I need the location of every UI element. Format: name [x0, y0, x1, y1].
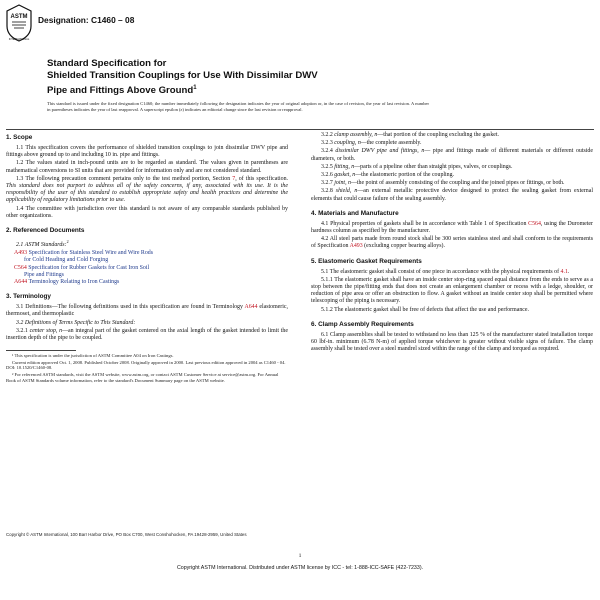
paragraph-3-2-8: 3.2.8 shield, n—an external metallic protective device designed to protect the sealing gasket from external elements that could cause failure of the sealing assembly. [311, 188, 593, 202]
paragraph-3-2-1: 3.2.1 center stop, n—an integral part of the gasket centered on the axial length of the gasket intended to limit the insertion depth of the pipe to be coupled. [6, 327, 288, 342]
paragraph-3-2-5: 3.2.5 fitting, n—parts of a pipeline other than straight pipes, valves, or couplings. [321, 163, 513, 170]
left-column [6, 132, 288, 384]
section-4-1-link[interactable]: 4.1 [560, 268, 568, 275]
paragraph-1-3: 1.3 The following precaution comment pertains only to the test method portion, Section 7, of this specification. This standard does not purport to address all of the safety concerns, if any, associated with its use. It is the responsibility of the user of this standard to establish appropriate safety and health practices and determine the applicability of regulatory limitations prior to use. [6, 175, 288, 204]
paragraph-5-1-2: 5.1.2 The elastomeric gasket shall be free of defects that affect the use and performance. [321, 306, 529, 313]
document-title [47, 58, 447, 97]
title-footnote-mark: 1 [193, 85, 197, 91]
paragraph-3-2: 3.2 Definitions of Terms Specific to This Standard: [16, 319, 136, 326]
spec-a493-link[interactable]: A493 [349, 243, 363, 250]
paragraph-4-1: 4.1 Physical properties of gaskets shall be in accordance with Table 1 of Specification C564, using the Durometer hardness column as specified by the manufacturer. [311, 220, 593, 235]
footnote-1-edition: Current edition approved Oct. 1, 2008. Published October 2008. Originally approved in 2000. Last previous edition approved in 2004 as C1460 - 04. DOI: 10.1520/C1460-08. [6, 359, 286, 371]
designation: Designation: C1460 – 08 [38, 15, 135, 25]
paragraph-2-1: 2.1 ASTM Standards:$^2$ [16, 239, 69, 248]
section-clamp-heading: 6. Clamp Assembly Requirements [311, 320, 414, 328]
paragraph-3-2-7: 3.2.7 joint, n—the point of assembly consisting of the coupling and the joined pipes or fittings, or both. [321, 180, 565, 187]
paragraph-3-2-6: 3.2.6 gasket, n—the elastomeric portion of the coupling. [321, 172, 455, 179]
paragraph-3-2-3: 3.2.3 coupling, n—the complete assembly. [321, 140, 422, 147]
copyright-line: Copyright © ASTM International, 100 Barr Harbor Drive, PO Box C700, West Conshohocken, PA 19428-2959, United States [6, 532, 247, 537]
footnote-1: ¹ This specification is under the jurisdiction of ASTM Committee A04 on Iron Castings. [12, 353, 174, 359]
header-divider [6, 129, 594, 130]
section-terminology-heading: 3. Terminology [6, 293, 51, 301]
license-line: Copyright ASTM International. Distributed under ASTM license by ICC - tel: 1-888-ICC-SAFE (422-7233). [176, 565, 424, 571]
astm-logo-icon [6, 4, 32, 42]
paragraph-1-2: 1.2 The values stated in inch-pound units are to be regarded as standard. The values given in parentheses are mathematical conversions to SI units that are provided for information only and are not considered standard. [6, 160, 288, 174]
paragraph-5-1: 5.1 The elastomeric gasket shall consist of one piece in accordance with the physical requirements of 4.1. [321, 268, 570, 275]
section-7-link[interactable]: 7 [232, 175, 236, 182]
paragraph-1-1: 1.1 This specification covers the performance of shielded transition couplings to join dissimilar DWV pipe and fittings above ground up to and including 10 in. pipe and fittings. [6, 145, 288, 159]
paragraph-1-4: 1.4 The committee with jurisdiction over this standard is not aware of any comparable standards published by other organizations. [6, 205, 288, 219]
standard-note: This standard is issued under the fixed designation C1460; the number immediately following the designation indicates the year of original adoption or, in the case of revision, the year of last revision. A number in parentheses indicates the year of last reapproval. A superscript epsilon (ε) indicates an editorial change since the last revision or reapproval. [47, 101, 429, 112]
page-number: 1 [298, 553, 302, 559]
reference-c564-cont: Pipe and Fittings [24, 271, 64, 278]
svg-text:ASTM: ASTM [10, 14, 28, 20]
spec-c564-link[interactable]: C564 [528, 220, 541, 227]
reference-a493[interactable]: A493 Specification for Stainless Steel Wire and Wire Rods [14, 250, 154, 257]
title-line-1: Standard Specification for [47, 58, 167, 69]
paragraph-3-2-4: 3.2.4 dissimilar DWV pipe and fittings, n— pipe and fittings made of different materials or different outside diameters, or both. [311, 148, 593, 162]
svg-text:INTERNATIONAL: INTERNATIONAL [8, 38, 30, 41]
section-scope-heading: 1. Scope [6, 134, 33, 141]
paragraph-3-1: 3.1 Definitions—The following definitions used in this specification are found in Terminology A644 elastomeric, thermoset, and thermoplastic [6, 304, 288, 318]
section-gasket-heading: 5. Elastomeric Gasket Requirements [311, 257, 422, 265]
terminology-a644-link[interactable]: A644 [244, 304, 258, 311]
paragraph-4-2: 4.2 All steel parts made from round stock shall be 300 series stainless steel and shall conform to the requirements of Specification A493 (excluding copper bearing alloys). [311, 236, 593, 250]
section-materials-heading: 4. Materials and Manufacture [311, 209, 399, 217]
reference-c564[interactable]: C564 Specification for Rubber Gaskets for Cast Iron Soil [14, 264, 150, 271]
title-line-3: Pipe and Fittings Above Ground$^1$ [47, 85, 197, 97]
paragraph-5-1-1: 5.1.1 The elastomeric gasket shall have an inside center stop-ring spaced equal distance from the ends to serve as a stop between the pipe/fitting ends that does not create an enlargement chamber or recess with a ledge, shoulder, or reduction of pipe area or offer an obstruction to flow. A gasket without an inside center stop shall be permitted where telescoping of the piping is necessary. [311, 276, 593, 305]
reference-a493-cont: for Cold Heading and Cold Forging [24, 257, 109, 264]
reference-a644[interactable]: A644 Terminology Relating to Iron Castings [14, 279, 120, 286]
footnote-divider [6, 350, 76, 351]
paragraph-3-2-2: 3.2.2 clamp assembly, n—that portion of the coupling excluding the gasket. [321, 132, 500, 138]
paragraph-6-1: 6.1 Clamp assemblies shall be tested to withstand no less than 125 % of the manufacturer stated installation torque 60 lbf-in. minimum (6.78 N-m) of applied torque whichever is greater without visible signs of failure. The clamp assembly shall be tested over a steel mandrel sized within the range of the clamp and torqued as required. [311, 331, 593, 353]
footnote-2: ² For referenced ASTM standards, visit the ASTM website, www.astm.org, or contact ASTM Customer Service at service@astm.org. For Annual Book of ASTM Standards volume information, refer to the standard's Document Summary page on the ASTM website. [6, 372, 279, 383]
title-line-2: Shielded Transition Couplings for Use With Dissimilar DWV [47, 70, 318, 81]
section-referenced-documents-heading: 2. Referenced Documents [6, 227, 85, 235]
right-column [311, 132, 593, 354]
